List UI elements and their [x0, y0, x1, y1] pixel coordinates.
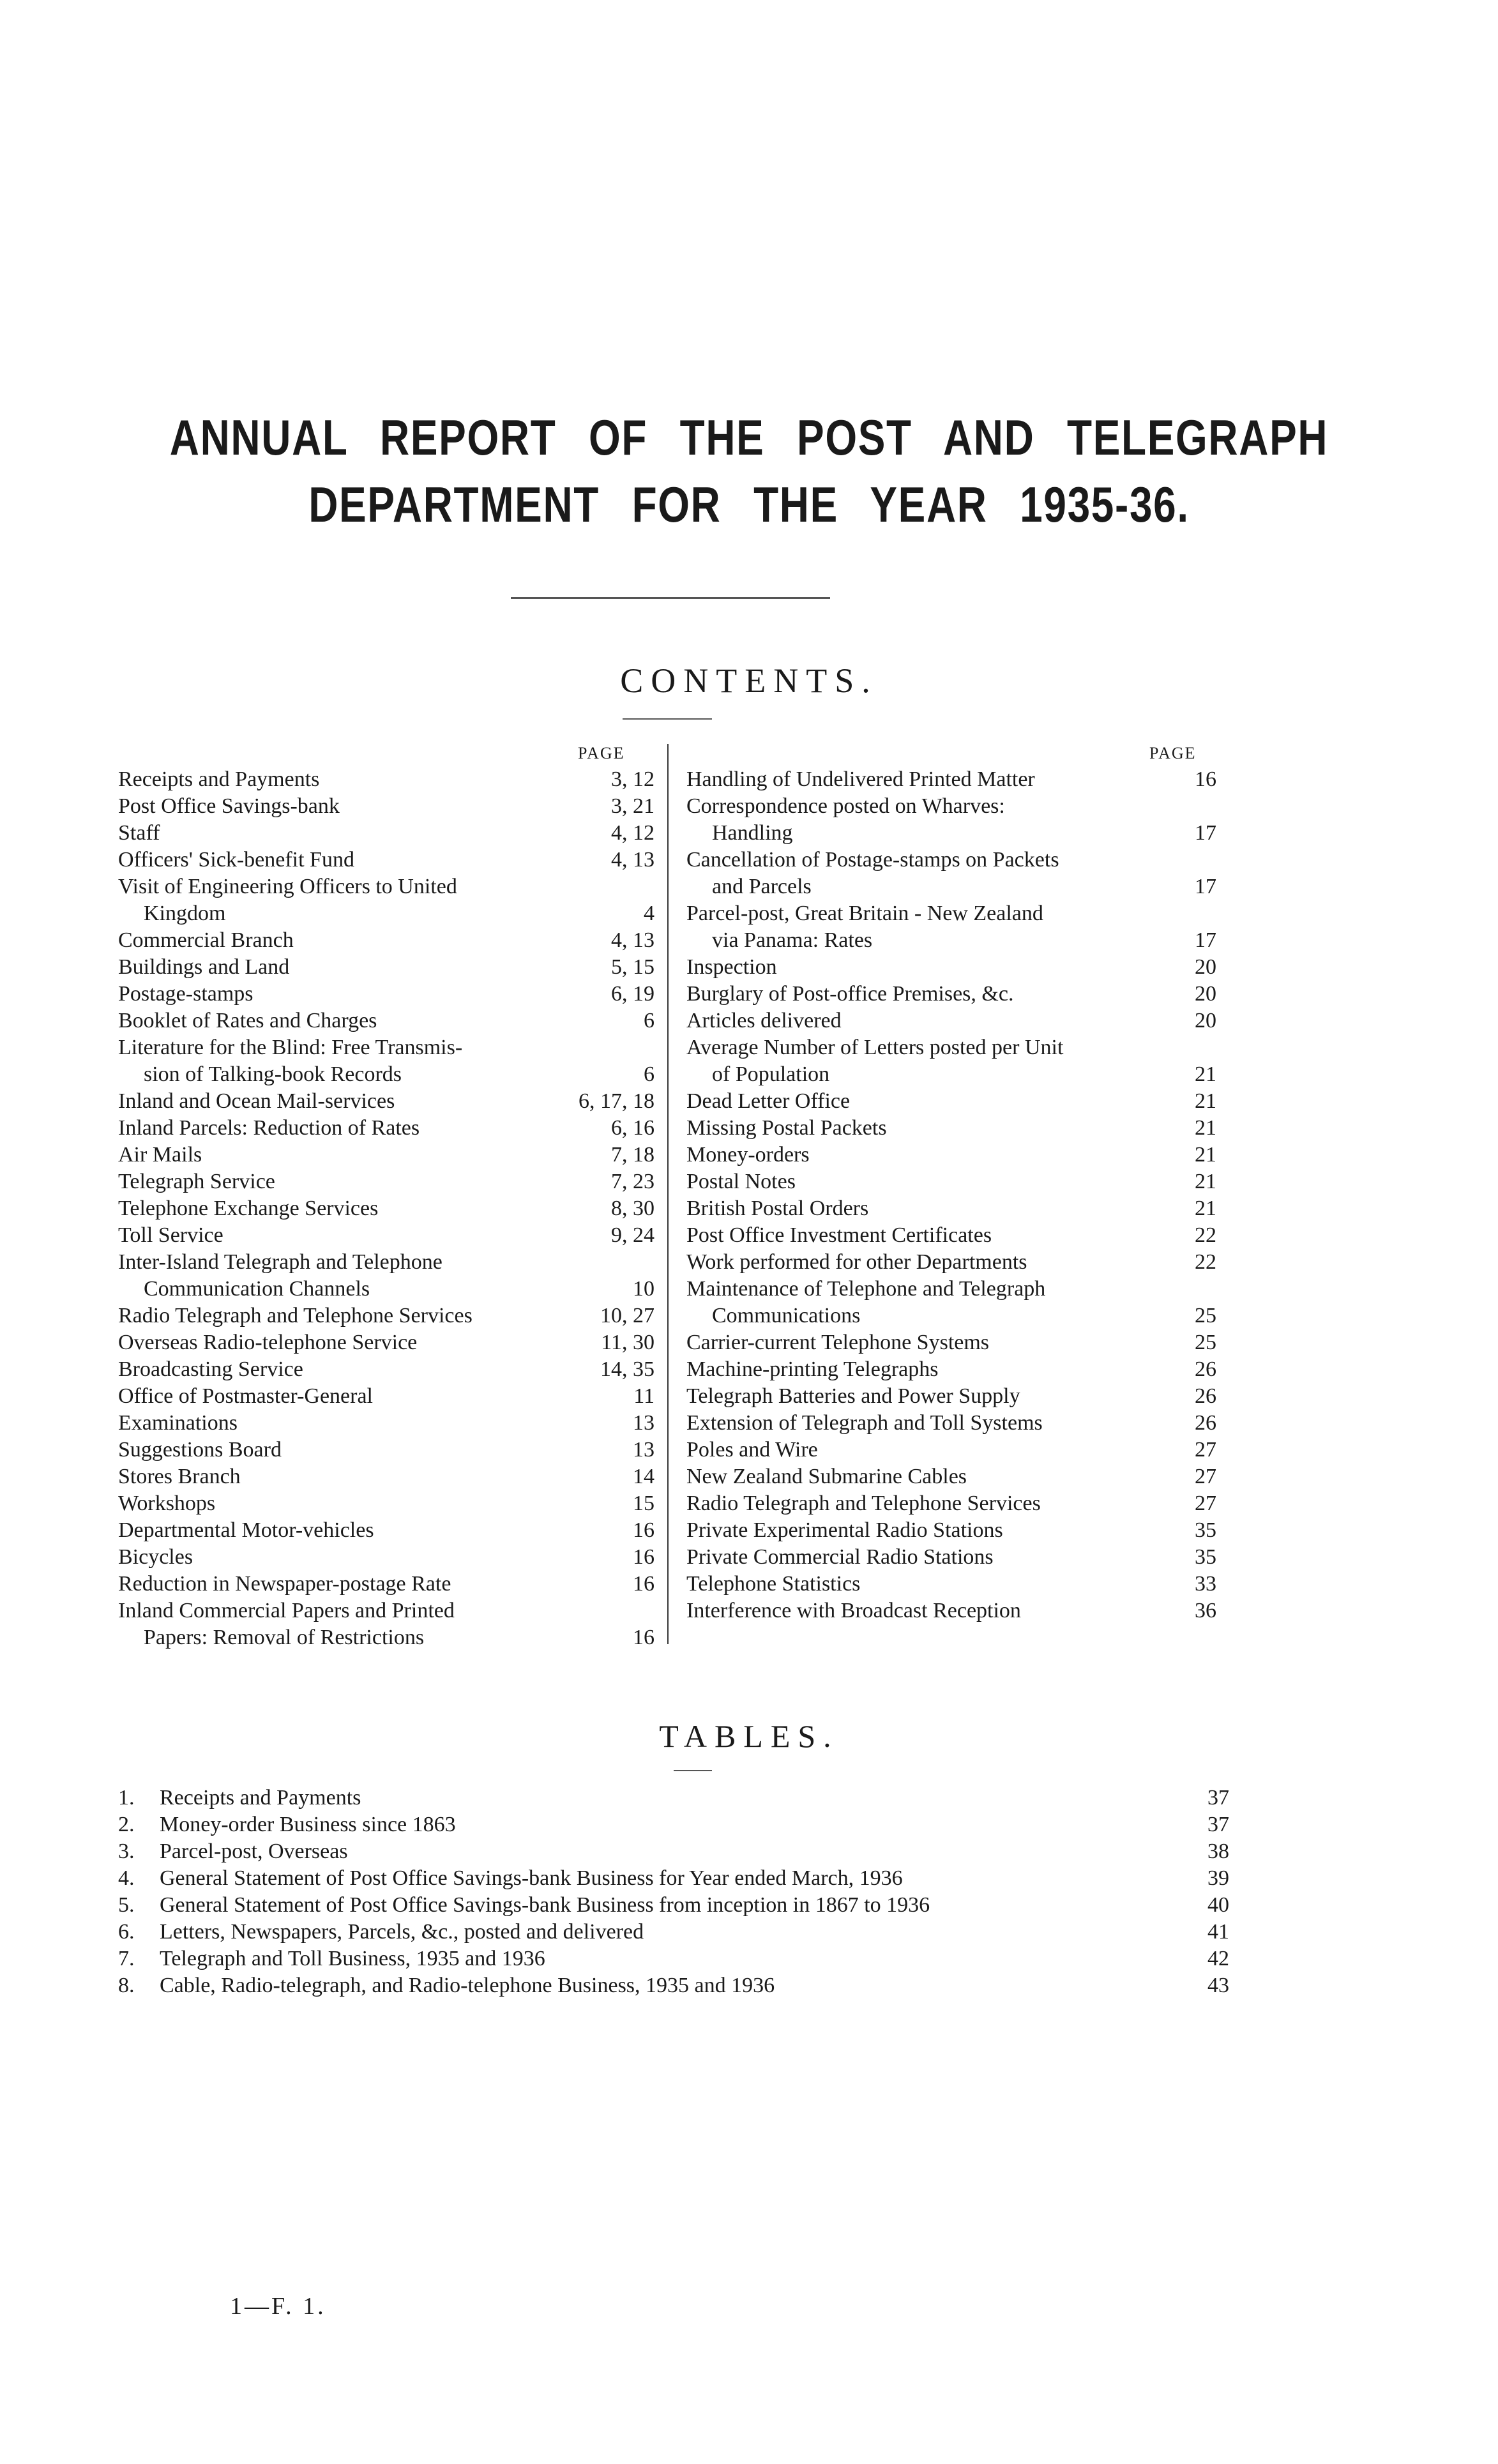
table-item-num: 5.: [118, 1893, 135, 1917]
entry-label: Overseas Radio-telephone Service: [118, 1331, 418, 1354]
left_column-entry: [118, 1222, 654, 1249]
right_column-entry: [686, 1383, 1216, 1410]
entry-label: Literature for the Blind: Free Transmis-: [118, 1036, 463, 1059]
entry-page: 26: [1195, 1411, 1216, 1435]
entry-page: 11: [633, 1384, 654, 1408]
left_column-entry: [118, 847, 654, 873]
entry-page: 9, 24: [611, 1223, 654, 1247]
entry-page: 17: [1195, 821, 1216, 845]
right_column-entry: [686, 1195, 1216, 1222]
entry-label: Work performed for other Departments: [686, 1250, 1027, 1274]
entry-label: Private Experimental Radio Stations: [686, 1518, 1003, 1542]
left_column-entry: [118, 1463, 654, 1490]
entry-label: Articles delivered: [686, 1009, 842, 1032]
entry-page: 22: [1195, 1250, 1216, 1274]
entry-label: Telegraph Batteries and Power Supply: [686, 1384, 1020, 1408]
table-item-label: Telegraph and Toll Business, 1935 and 1936: [160, 1947, 545, 1970]
entry-label: Workshops: [118, 1492, 216, 1515]
entry-label: Kingdom: [144, 902, 226, 925]
left-page-heading: PAGE: [578, 744, 625, 762]
right_column-entry: [686, 1222, 1216, 1249]
right_column-entry: [686, 900, 1216, 927]
entry-label: Telephone Statistics: [686, 1572, 861, 1596]
entry-label: Examinations: [118, 1411, 238, 1435]
entry-label: Inland Parcels: Reduction of Rates: [118, 1116, 420, 1140]
table-list-item: [118, 1972, 1229, 1999]
entry-label: Stores Branch: [118, 1465, 241, 1488]
table-item-label: Receipts and Payments: [160, 1786, 361, 1810]
entry-page: 35: [1195, 1518, 1216, 1542]
contents-left-column: [118, 766, 654, 1651]
right_column-entry: [686, 873, 1216, 900]
entry-page: 35: [1195, 1545, 1216, 1569]
left_column-entry: [118, 873, 654, 900]
entry-label: Carrier-current Telephone Systems: [686, 1331, 990, 1354]
right_column-entry: [686, 1008, 1216, 1034]
entry-label: Radio Telegraph and Telephone Services: [686, 1492, 1041, 1515]
left_column-entry: [118, 1034, 654, 1061]
entry-label: Suggestions Board: [118, 1438, 282, 1462]
left_column-entry: [118, 1624, 654, 1651]
entry-label: Extension of Telegraph and Toll Systems: [686, 1411, 1043, 1435]
entry-label: Staff: [118, 821, 160, 845]
entry-page: 4, 12: [611, 821, 654, 845]
right_column-entry: [686, 1168, 1216, 1195]
right_column-entry: [686, 1142, 1216, 1168]
entry-label: Communications: [712, 1304, 861, 1327]
entry-label: Officers' Sick-benefit Fund: [118, 848, 354, 872]
entry-label: Missing Postal Packets: [686, 1116, 887, 1140]
entry-label: Receipts and Payments: [118, 767, 320, 791]
entry-label: Office of Postmaster-General: [118, 1384, 373, 1408]
entry-page: 21: [1195, 1089, 1216, 1113]
entry-label: Radio Telegraph and Telephone Services: [118, 1304, 473, 1327]
left_column-entry: [118, 1008, 654, 1034]
right_column-entry: [686, 1517, 1216, 1544]
contents-heading: CONTENTS.: [620, 661, 878, 700]
entry-page: 7, 18: [611, 1143, 654, 1167]
right_column-entry: [686, 1088, 1216, 1115]
left_column-entry: [118, 1303, 654, 1329]
tables-heading: TABLES.: [659, 1718, 839, 1754]
left_column-entry: [118, 1195, 654, 1222]
entry-label: Inter-Island Telegraph and Telephone: [118, 1250, 443, 1274]
table-item-page: 40: [1207, 1893, 1229, 1917]
table-list-item: [118, 1919, 1229, 1946]
entry-label: Correspondence posted on Wharves:: [686, 794, 1005, 818]
entry-page: 17: [1195, 928, 1216, 952]
entry-page: 20: [1195, 1009, 1216, 1032]
right_column-entry: [686, 1490, 1216, 1517]
left_column-entry: [118, 1356, 654, 1383]
entry-page: 16: [633, 1572, 654, 1596]
left_column-entry: [118, 1088, 654, 1115]
entry-page: 14: [633, 1465, 654, 1488]
entry-label: sion of Talking-book Records: [144, 1062, 402, 1086]
right-page-heading: PAGE: [1149, 744, 1197, 762]
entry-page: 20: [1195, 955, 1216, 979]
table-list-item: [118, 1785, 1229, 1811]
table-item-label: Letters, Newspapers, Parcels, &c., posted and delivered: [160, 1920, 644, 1944]
right_column-entry: [686, 1410, 1216, 1437]
right_column-entry: [686, 1544, 1216, 1571]
entry-page: 21: [1195, 1170, 1216, 1193]
entry-page: 13: [633, 1438, 654, 1462]
right_column-entry: [686, 820, 1216, 847]
entry-label: Post Office Savings-bank: [118, 794, 340, 818]
right_column-entry: [686, 1598, 1216, 1624]
entry-page: 4, 13: [611, 928, 654, 952]
entry-page: 26: [1195, 1357, 1216, 1381]
right_column-entry: [686, 793, 1216, 820]
table-item-page: 41: [1207, 1920, 1229, 1944]
entry-page: 8, 30: [611, 1197, 654, 1220]
entry-label: Dead Letter Office: [686, 1089, 851, 1113]
entry-page: 33: [1195, 1572, 1216, 1596]
entry-label: Commercial Branch: [118, 928, 294, 952]
right_column-entry: [686, 847, 1216, 873]
contents-heading-rule: [623, 718, 712, 720]
entry-page: 27: [1195, 1465, 1216, 1488]
entry-page: 16: [633, 1626, 654, 1649]
table-item-page: 38: [1207, 1840, 1229, 1863]
entry-label: Interference with Broadcast Reception: [686, 1599, 1021, 1622]
table-item-num: 1.: [118, 1786, 135, 1810]
left_column-entry: [118, 927, 654, 954]
entry-label: Postal Notes: [686, 1170, 796, 1193]
title-rule: [511, 597, 830, 599]
entry-label: Inspection: [686, 955, 777, 979]
right_column-entry: [686, 954, 1216, 981]
entry-label: and Parcels: [712, 875, 812, 898]
table-item-num: 6.: [118, 1920, 135, 1944]
entry-page: 20: [1195, 982, 1216, 1006]
table-item-label: General Statement of Post Office Savings-bank Business for Year ended March, 1936: [160, 1866, 903, 1890]
table-item-num: 8.: [118, 1974, 135, 1997]
entry-label: British Postal Orders: [686, 1197, 869, 1220]
entry-label: via Panama: Rates: [712, 928, 873, 952]
entry-label: Booklet of Rates and Charges: [118, 1009, 377, 1032]
entry-page: 36: [1195, 1599, 1216, 1622]
left_column-entry: [118, 1168, 654, 1195]
left_column-entry: [118, 1329, 654, 1356]
entry-page: 10, 27: [600, 1304, 654, 1327]
right_column-entry: [686, 1303, 1216, 1329]
entry-page: 16: [633, 1518, 654, 1542]
entry-page: 16: [633, 1545, 654, 1569]
entry-page: 14, 35: [600, 1357, 654, 1381]
column-divider: [667, 744, 669, 1644]
right_column-entry: [686, 1061, 1216, 1088]
table-item-page: 37: [1207, 1813, 1229, 1836]
table-list-item: [118, 1811, 1229, 1838]
entry-page: 27: [1195, 1438, 1216, 1462]
entry-label: Post Office Investment Certificates: [686, 1223, 992, 1247]
table-item-label: General Statement of Post Office Savings-bank Business from inception in 1867 to 1936: [160, 1893, 930, 1917]
table-item-page: 37: [1207, 1786, 1229, 1810]
left_column-entry: [118, 1544, 654, 1571]
entry-page: 21: [1195, 1116, 1216, 1140]
left_column-entry: [118, 1061, 654, 1088]
entry-page: 6, 16: [611, 1116, 654, 1140]
entry-page: 22: [1195, 1223, 1216, 1247]
entry-label: Handling of Undelivered Printed Matter: [686, 767, 1035, 791]
left_column-entry: [118, 1437, 654, 1463]
table-item-label: Money-order Business since 1863: [160, 1813, 456, 1836]
entry-page: 3, 21: [611, 794, 654, 818]
right_column-entry: [686, 1249, 1216, 1276]
page-footer: 1—F. 1.: [230, 2293, 326, 2320]
right_column-entry: [686, 1571, 1216, 1598]
left_column-entry: [118, 793, 654, 820]
table-item-page: 42: [1207, 1947, 1229, 1970]
left_column-entry: [118, 954, 654, 981]
table-item-label: Cable, Radio-telegraph, and Radio-telephone Business, 1935 and 1936: [160, 1974, 775, 1997]
table-list-item: [118, 1892, 1229, 1919]
entry-label: Cancellation of Postage-stamps on Packets: [686, 848, 1059, 872]
entry-page: 25: [1195, 1304, 1216, 1327]
entry-label: Telephone Exchange Services: [118, 1197, 379, 1220]
right_column-entry: [686, 1356, 1216, 1383]
left_column-entry: [118, 1490, 654, 1517]
entry-label: Visit of Engineering Officers to United: [118, 875, 457, 898]
entry-label: Maintenance of Telephone and Telegraph: [686, 1277, 1046, 1301]
left_column-entry: [118, 766, 654, 793]
entry-label: Inland and Ocean Mail-services: [118, 1089, 395, 1113]
table-item-num: 7.: [118, 1947, 135, 1970]
entry-label: Air Mails: [118, 1143, 202, 1167]
entry-page: 10: [633, 1277, 654, 1301]
table-list-item: [118, 1838, 1229, 1865]
right_column-entry: [686, 1276, 1216, 1303]
entry-label: Buildings and Land: [118, 955, 290, 979]
entry-label: New Zealand Submarine Cables: [686, 1465, 967, 1488]
entry-label: Communication Channels: [144, 1277, 370, 1301]
left_column-entry: [118, 1517, 654, 1544]
entry-label: Departmental Motor-vehicles: [118, 1518, 374, 1542]
entry-label: Average Number of Letters posted per Unit: [686, 1036, 1064, 1059]
tables-list: [118, 1785, 1229, 1999]
table-item-page: 39: [1207, 1866, 1229, 1890]
entry-page: 5, 15: [611, 955, 654, 979]
left_column-entry: [118, 981, 654, 1008]
entry-label: Bicycles: [118, 1545, 193, 1569]
entry-label: Burglary of Post-office Premises, &c.: [686, 982, 1014, 1006]
table-list-item: [118, 1865, 1229, 1892]
entry-page: 26: [1195, 1384, 1216, 1408]
table-item-num: 2.: [118, 1813, 135, 1836]
entry-page: 21: [1195, 1062, 1216, 1086]
entry-page: 3, 12: [611, 767, 654, 791]
table-list-item: [118, 1946, 1229, 1972]
left_column-entry: [118, 1598, 654, 1624]
right_column-entry: [686, 927, 1216, 954]
table-item-label: Parcel-post, Overseas: [160, 1840, 348, 1863]
report-title-line-2: DEPARTMENT FOR THE YEAR 1935-36.: [308, 476, 1190, 533]
entry-page: 16: [1195, 767, 1216, 791]
left_column-entry: [118, 1115, 654, 1142]
entry-label: Parcel-post, Great Britain - New Zealand: [686, 902, 1043, 925]
entry-label: Postage-stamps: [118, 982, 253, 1006]
entry-label: Papers: Removal of Restrictions: [144, 1626, 425, 1649]
entry-page: 6: [644, 1062, 654, 1086]
entry-page: 17: [1195, 875, 1216, 898]
entry-page: 6, 17, 18: [579, 1089, 654, 1113]
entry-label: Toll Service: [118, 1223, 223, 1247]
entry-label: Broadcasting Service: [118, 1357, 303, 1381]
left_column-entry: [118, 1571, 654, 1598]
left_column-entry: [118, 900, 654, 927]
entry-page: 27: [1195, 1492, 1216, 1515]
right_column-entry: [686, 766, 1216, 793]
entry-page: 4, 13: [611, 848, 654, 872]
tables-heading-rule: [674, 1770, 712, 1771]
report-title-line-1: ANNUAL REPORT OF THE POST AND TELEGRAPH: [169, 409, 1329, 465]
entry-page: 21: [1195, 1143, 1216, 1167]
contents-right-column: [686, 766, 1216, 1624]
entry-page: 25: [1195, 1331, 1216, 1354]
right_column-entry: [686, 1115, 1216, 1142]
table-item-num: 4.: [118, 1866, 135, 1890]
entry-page: 7, 23: [611, 1170, 654, 1193]
entry-page: 6, 19: [611, 982, 654, 1006]
entry-page: 13: [633, 1411, 654, 1435]
entry-page: 4: [644, 902, 654, 925]
left_column-entry: [118, 1383, 654, 1410]
entry-page: 6: [644, 1009, 654, 1032]
entry-label: Handling: [712, 821, 793, 845]
entry-label: Machine-printing Telegraphs: [686, 1357, 939, 1381]
entry-label: Reduction in Newspaper-postage Rate: [118, 1572, 451, 1596]
left_column-entry: [118, 1249, 654, 1276]
right_column-entry: [686, 1437, 1216, 1463]
entry-page: 11, 30: [601, 1331, 654, 1354]
table-item-num: 3.: [118, 1840, 135, 1863]
right_column-entry: [686, 1329, 1216, 1356]
entry-label: Telegraph Service: [118, 1170, 275, 1193]
entry-label: Money-orders: [686, 1143, 810, 1167]
entry-label: Private Commercial Radio Stations: [686, 1545, 994, 1569]
entry-page: 21: [1195, 1197, 1216, 1220]
right_column-entry: [686, 1034, 1216, 1061]
entry-label: of Population: [712, 1062, 830, 1086]
left_column-entry: [118, 1276, 654, 1303]
left_column-entry: [118, 820, 654, 847]
entry-page: 15: [633, 1492, 654, 1515]
right_column-entry: [686, 981, 1216, 1008]
left_column-entry: [118, 1142, 654, 1168]
entry-label: Inland Commercial Papers and Printed: [118, 1599, 455, 1622]
table-item-page: 43: [1207, 1974, 1229, 1997]
right_column-entry: [686, 1463, 1216, 1490]
entry-label: Poles and Wire: [686, 1438, 818, 1462]
left_column-entry: [118, 1410, 654, 1437]
